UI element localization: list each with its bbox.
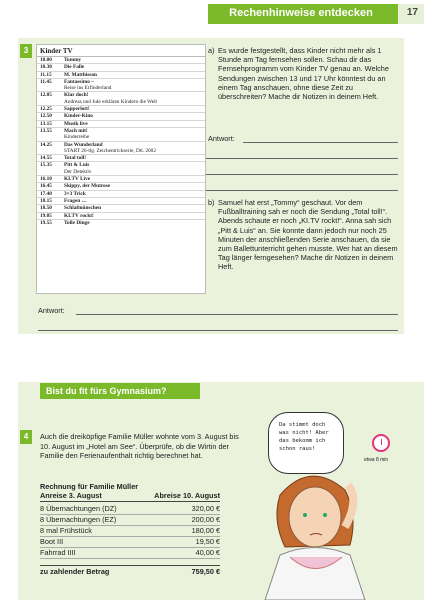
invoice-row bbox=[40, 537, 220, 548]
tv-show-subtitle: Reise ins Erfinderland bbox=[64, 85, 112, 92]
tv-show-subtitle: Kinderreihe bbox=[64, 134, 90, 141]
tv-show-cell bbox=[64, 176, 90, 182]
tv-show-subtitle: Andreas und Jule erklären Kindern die Welt bbox=[64, 98, 158, 105]
tv-time: 17.40 bbox=[40, 190, 52, 197]
invoice-amount: 180,00 € bbox=[191, 526, 220, 535]
tv-show: Musik live bbox=[64, 120, 88, 127]
answer-a-label: Antwort: bbox=[208, 134, 235, 143]
clock-hand bbox=[381, 439, 382, 445]
page-number: 17 bbox=[406, 7, 418, 18]
tv-row bbox=[37, 120, 205, 127]
girl-illustration bbox=[250, 455, 380, 600]
tv-show: 3×3 Trick bbox=[64, 190, 86, 197]
tv-row bbox=[37, 105, 205, 112]
tv-show: Tommy bbox=[64, 57, 82, 63]
tv-show-cell bbox=[64, 121, 88, 127]
question-a-label: a) bbox=[208, 46, 215, 55]
tv-time: 19.55 bbox=[40, 219, 52, 226]
tv-show-cell bbox=[64, 183, 110, 189]
invoice-amount: 200,00 € bbox=[191, 515, 220, 524]
invoice-item: 8 Übernachtungen (DZ) bbox=[40, 504, 117, 513]
tv-time: 18.50 bbox=[40, 205, 52, 212]
tv-time: 12.05 bbox=[40, 92, 52, 99]
tv-time: 14.55 bbox=[40, 155, 52, 162]
tv-show-cell bbox=[64, 64, 84, 70]
tv-row bbox=[37, 212, 205, 219]
invoice bbox=[40, 482, 220, 578]
invoice-item: 8 Übernachtungen (EZ) bbox=[40, 515, 117, 524]
tv-show: Kinder-Kino bbox=[64, 113, 93, 120]
answer-b-label: Antwort: bbox=[38, 306, 65, 315]
tv-show-cell bbox=[64, 198, 87, 204]
invoice-item: Fahrrad IIII bbox=[40, 548, 76, 557]
tv-row bbox=[37, 197, 205, 204]
invoice-amount: 19,50 € bbox=[195, 537, 220, 546]
tv-show: Fragen … bbox=[64, 197, 87, 204]
invoice-departure: Abreise 10. August bbox=[154, 491, 220, 500]
invoice-row bbox=[40, 515, 220, 526]
invoice-item: 8 mal Frühstück bbox=[40, 526, 92, 535]
tv-row bbox=[37, 71, 205, 78]
tv-time: 11.45 bbox=[40, 78, 52, 85]
page-header bbox=[0, 0, 424, 26]
tv-show: Fantassimo – bbox=[64, 78, 94, 85]
tv-show: Tolle Dinge bbox=[64, 219, 90, 226]
tv-time: 12.50 bbox=[40, 113, 52, 120]
invoice-row bbox=[40, 504, 220, 515]
tv-row bbox=[37, 91, 205, 105]
answer-a-line-2[interactable] bbox=[206, 158, 398, 159]
tv-show-cell bbox=[64, 92, 157, 105]
answer-b-line-2[interactable] bbox=[38, 330, 398, 331]
tv-row bbox=[37, 63, 205, 70]
tv-time: 12.25 bbox=[40, 106, 52, 113]
tv-show-cell bbox=[64, 128, 89, 141]
tv-show: Sapperlott! bbox=[64, 106, 90, 113]
header-title: Rechenhinweise entdecken bbox=[229, 7, 373, 19]
question-b bbox=[208, 198, 398, 272]
tv-time: 19.05 bbox=[40, 212, 52, 219]
invoice-arrival: Anreise 3. August bbox=[40, 491, 102, 500]
tv-show: Die Falle bbox=[64, 64, 85, 71]
tv-show: Klar doch! bbox=[64, 92, 89, 99]
invoice-row bbox=[40, 526, 220, 537]
tv-row bbox=[37, 127, 205, 141]
tv-row bbox=[37, 161, 205, 175]
invoice-total-label: zu zahlender Betrag bbox=[40, 567, 110, 576]
tv-time: 18.15 bbox=[40, 197, 52, 204]
tv-time: 10.30 bbox=[40, 64, 52, 71]
task-3-panel bbox=[18, 38, 404, 334]
task-4-number: 4 bbox=[20, 430, 32, 444]
tv-time: 13.15 bbox=[40, 120, 52, 127]
invoice-amount: 40,00 € bbox=[195, 548, 220, 557]
speech-bubble: Da stimmt doch was nicht! Aber das bekomm ich schon raus! bbox=[268, 412, 344, 474]
tv-show-cell bbox=[64, 57, 81, 63]
tv-show-cell bbox=[64, 72, 97, 78]
tv-show-cell bbox=[64, 162, 92, 175]
task-4-text: Auch die dreiköpfige Familie Müller wohnte vom 3. August bis 10. August im „Hotel am See“. Überprüfe, ob die Wirtin der Familie den Ferienaufenthalt richtig berechnet hat. bbox=[40, 432, 239, 460]
answer-b-line-1[interactable] bbox=[76, 314, 398, 315]
tv-show: Skippy, der Mutrose bbox=[64, 183, 111, 190]
tv-show-cell bbox=[64, 106, 90, 112]
tv-show-cell bbox=[64, 142, 156, 155]
tv-row bbox=[37, 190, 205, 197]
tv-show-cell bbox=[64, 155, 86, 161]
task-3-number: 3 bbox=[20, 44, 32, 58]
tv-show-cell bbox=[64, 213, 94, 219]
tv-show-cell bbox=[64, 113, 93, 119]
question-a bbox=[208, 46, 398, 102]
tv-program bbox=[36, 44, 206, 294]
tv-show: Mach mit! bbox=[64, 127, 88, 134]
tv-show: KI.TV rockt! bbox=[64, 212, 94, 219]
tv-time: 15.35 bbox=[40, 162, 52, 169]
tv-show: M. Matthisson bbox=[64, 71, 97, 78]
tv-show-cell bbox=[64, 79, 111, 92]
question-b-text: Samuel hat erst „Tommy“ geschaut. Vor dem Fußballtraining sah er noch die Sendung „Total toll!“. Abends schaute er noch „KI.TV rockt!“. Anna sah sich „Pitt & Luis“ an. Sie konnte dann jedoch nur noch 25 Minuten der anschließenden Serie anschauen, da sie zum Ballettunterricht gehen musste. Wer hat an diesem Tag länger ferngesehen? Mache dir Notizen in deinem Heft. bbox=[218, 198, 398, 272]
header-bar bbox=[208, 4, 424, 24]
invoice-total-amount: 759,50 € bbox=[191, 567, 220, 576]
answer-a-line-4[interactable] bbox=[206, 190, 398, 191]
tv-show: KI.TV Live bbox=[64, 176, 91, 183]
tv-program-rows bbox=[37, 57, 205, 226]
time-hint: etwa 8 min bbox=[364, 457, 389, 463]
clock-icon bbox=[372, 434, 390, 452]
tv-show-subtitle: START 26-tlg. Zeichentrickserie, Dtl. 2002 bbox=[64, 147, 156, 154]
tv-row bbox=[37, 182, 205, 189]
answer-a-line-3[interactable] bbox=[206, 174, 398, 175]
invoice-item: Boot III bbox=[40, 537, 64, 546]
tv-time: 16.45 bbox=[40, 183, 52, 190]
tv-row bbox=[37, 204, 205, 211]
tv-row bbox=[37, 175, 205, 182]
question-b-label: b) bbox=[208, 198, 215, 207]
invoice-rows bbox=[40, 504, 220, 559]
question-a-text: Es wurde festgestellt, dass Kinder nicht mehr als 1 Stunde am Tag fernsehen sollen. Schau dir das Fernsehprogramm vom Kinder TV genau an. Welche Sendungen zwischen 13 und 17 Uhr könntest du an einem Tag anschauen, ohne diese Zeit zu überschreiten? Mache dir Notizen in deinem Heft. bbox=[218, 46, 389, 102]
tv-show-cell bbox=[64, 205, 101, 211]
tv-row bbox=[37, 78, 205, 92]
invoice-header bbox=[40, 491, 220, 502]
tv-row bbox=[37, 112, 205, 119]
invoice-title: Rechnung für Familie Müller bbox=[40, 482, 139, 491]
invoice-total bbox=[40, 565, 220, 578]
tv-row bbox=[37, 141, 205, 155]
invoice-row bbox=[40, 548, 220, 559]
tv-show-cell bbox=[64, 220, 90, 226]
tv-show: Schlafmünschen bbox=[64, 205, 102, 212]
tv-time: 14.25 bbox=[40, 141, 52, 148]
tv-time: 16.10 bbox=[40, 176, 52, 183]
tv-show-cell bbox=[64, 191, 86, 197]
answer-a-line-1[interactable] bbox=[243, 142, 398, 143]
task-4-title: Bist du fit fürs Gymnasium? bbox=[40, 383, 200, 399]
tv-row bbox=[37, 154, 205, 161]
tv-program-title: Kinder TV bbox=[37, 45, 205, 57]
tv-show: Total toll! bbox=[64, 155, 87, 162]
invoice-amount: 320,00 € bbox=[191, 504, 220, 513]
tv-show: Pitt & Luis bbox=[64, 162, 90, 169]
tv-show: Das Wunderland bbox=[64, 141, 103, 148]
tv-time: 10.00 bbox=[40, 57, 52, 63]
tv-show-subtitle: Der Detektiv bbox=[64, 168, 92, 175]
tv-row bbox=[37, 219, 205, 226]
tv-time: 11.15 bbox=[40, 71, 52, 78]
tv-time: 13.55 bbox=[40, 127, 52, 134]
